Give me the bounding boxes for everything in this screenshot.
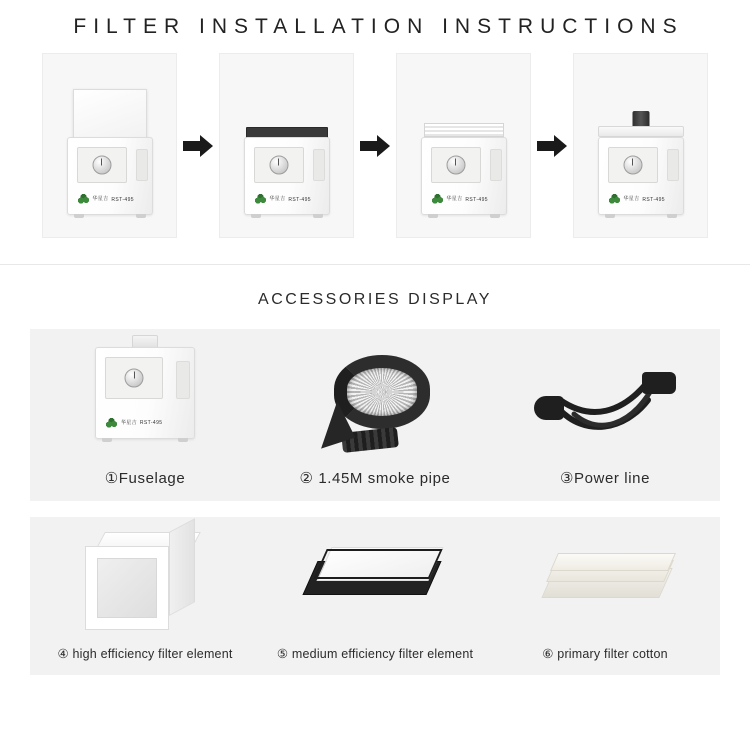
side-vent-icon (176, 361, 190, 399)
top-vent-icon (132, 335, 158, 348)
arrow-right-icon (354, 135, 396, 157)
brand-name-cn: 华星吉 (121, 419, 137, 426)
section-divider (0, 264, 750, 265)
accessory-caption: ⑤ medium efficiency filter element (276, 647, 474, 661)
accessory-art (260, 329, 490, 469)
leaf-icon (431, 194, 444, 205)
accessory-caption: ④ high efficiency filter element (57, 647, 233, 661)
brand-logo (254, 194, 311, 205)
filter-edge (313, 549, 442, 579)
top-cover-icon (598, 126, 684, 137)
brand-name-cn: 华星吉 (269, 196, 286, 202)
leaf-icon (77, 194, 90, 205)
install-step-1 (42, 53, 177, 238)
smoke-hose-icon (308, 347, 443, 452)
arrow-right-icon (177, 135, 219, 157)
side-vent-icon (313, 149, 325, 181)
brand-name-cn: 华星吉 (92, 196, 109, 202)
brand-name-cn: 华星吉 (446, 196, 463, 202)
installation-steps (0, 53, 750, 238)
brand-logo (608, 194, 665, 205)
brand-name-cn: 华星吉 (623, 196, 640, 202)
machine-body (421, 137, 507, 215)
accessory-fuselage (30, 329, 260, 501)
model-label: RST-495 (139, 420, 163, 426)
side-vent-icon (490, 149, 502, 181)
iec-connector-icon (642, 372, 676, 394)
accessory-caption: ③Power line (559, 470, 651, 487)
machine-body (95, 347, 195, 439)
machine-illustration (598, 137, 684, 215)
brand-logo (77, 194, 134, 205)
machine-illustration (67, 137, 153, 215)
knob-icon (623, 156, 642, 175)
medium-filter-icon (310, 543, 440, 621)
install-step-2 (219, 53, 354, 238)
model-label: RST-495 (465, 196, 488, 203)
knob-icon (125, 368, 144, 387)
machine-body (67, 137, 153, 215)
page-title: FILTER INSTALLATION INSTRUCTIONS (73, 15, 684, 38)
filter-lid-icon (73, 89, 147, 143)
install-step-4 (573, 53, 708, 238)
accessory-art (490, 517, 720, 646)
cotton-layer (550, 553, 676, 571)
accessory-caption: ⑥ primary filter cotton (542, 647, 668, 661)
accessory-primary-filter-cotton (490, 517, 720, 675)
frame-side (169, 518, 195, 616)
accessory-caption: ①Fuselage (104, 470, 186, 487)
fume-extractor-icon (95, 347, 195, 452)
accessory-medium-efficiency-filter (260, 517, 490, 675)
knob-icon (446, 156, 465, 175)
accessories-row-two (30, 517, 720, 675)
accessory-art (30, 517, 260, 646)
frame-cavity (97, 558, 157, 618)
accessories-title: ACCESSORIES DISPLAY (258, 291, 492, 308)
accessory-caption: ② 1.45M smoke pipe (299, 470, 451, 487)
leaf-icon (105, 418, 118, 429)
machine-body (598, 137, 684, 215)
knob-icon (92, 156, 111, 175)
control-panel (105, 357, 163, 399)
brand-logo (431, 194, 488, 205)
model-label: RST-495 (642, 196, 665, 203)
eu-plug-icon (534, 396, 564, 420)
machine-illustration (244, 137, 330, 215)
control-panel (608, 147, 658, 183)
filter-frame-icon (85, 532, 205, 632)
machine-illustration (421, 137, 507, 215)
brand-logo (105, 418, 162, 429)
control-panel (431, 147, 481, 183)
filter-stack-icon (424, 123, 504, 137)
leaf-icon (254, 194, 267, 205)
leaf-icon (608, 194, 621, 205)
power-cable-icon (530, 352, 680, 447)
accessory-art (260, 517, 490, 646)
machine-body (244, 137, 330, 215)
cotton-filter-icon (540, 546, 670, 618)
side-vent-icon (667, 149, 679, 181)
accessory-smoke-pipe (260, 329, 490, 501)
control-panel (254, 147, 304, 183)
accessory-art (30, 329, 260, 469)
install-step-3 (396, 53, 531, 238)
control-panel (77, 147, 127, 183)
accessories-row-one (30, 329, 720, 501)
knob-icon (269, 156, 288, 175)
accessory-high-efficiency-filter (30, 517, 260, 675)
accessory-power-line (490, 329, 720, 501)
model-label: RST-495 (111, 196, 134, 203)
accessory-art (490, 329, 720, 469)
side-vent-icon (136, 149, 148, 181)
model-label: RST-495 (288, 196, 311, 203)
arrow-right-icon (531, 135, 573, 157)
